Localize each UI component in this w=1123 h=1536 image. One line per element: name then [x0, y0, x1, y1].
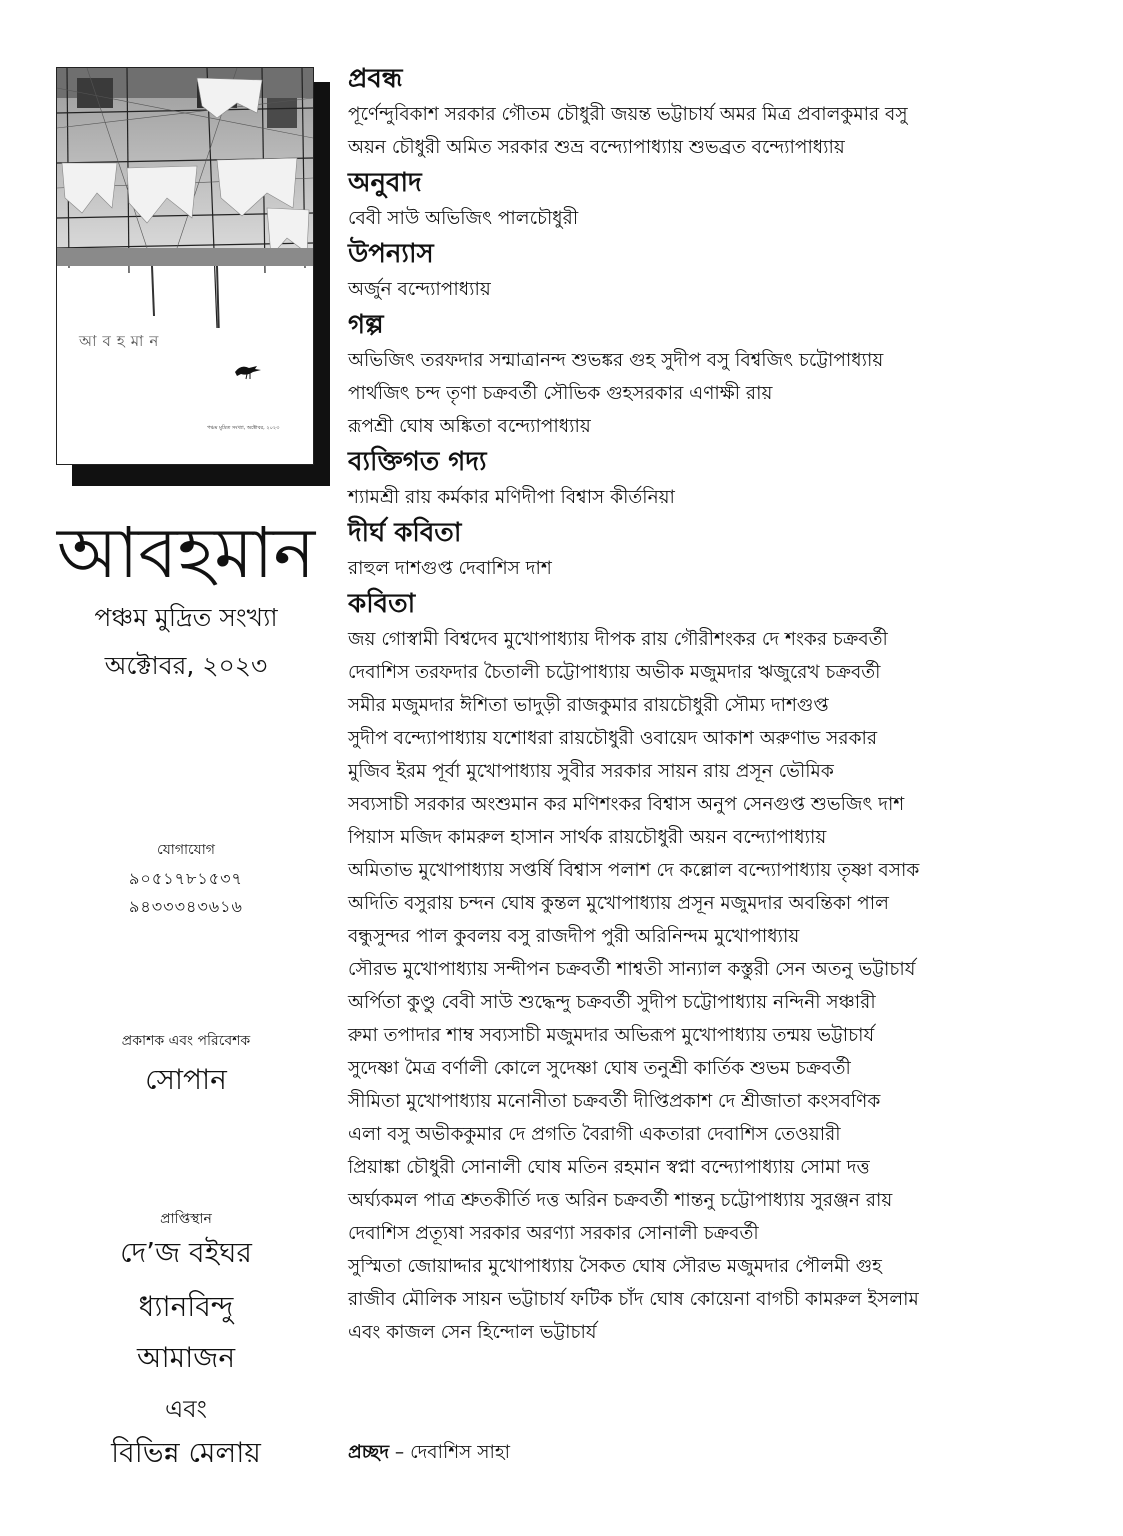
author-line: পার্থজিৎ চন্দ তৃণা চক্রবর্তী সৌভিক গুহসরকার এণাক্ষী রায়	[348, 383, 773, 404]
author-line: বন্ধুসুন্দর পাল কুবলয় বসু রাজদীপ পুরী অরিনিন্দম মুখোপাধ্যায়	[348, 926, 800, 947]
author-line: রূপশ্রী ঘোষ অঙ্কিতা বন্দ্যোপাধ্যায়	[348, 416, 591, 437]
cover-credit-separator: –	[389, 1442, 411, 1463]
author-line: অর্ঘ্যকমল পাত্র শ্রুতকীর্তি দত্ত অরিন চক্রবর্তী শান্তনু চট্টোপাধ্যায় সুরঞ্জন রায়	[348, 1190, 893, 1211]
author-line: এলা বসু অভীককুমার দে প্রগতি বৈরাগী একতারা দেবাশিস তেওয়ারী	[348, 1124, 841, 1145]
cover-credit-name: দেবাশিস সাহা	[410, 1442, 510, 1463]
author-line: জয় গোস্বামী বিশ্বদেব মুখোপাধ্যায় দীপক রায় গৌরীশংকর দে শংকর চক্রবর্তী	[348, 629, 888, 650]
phone-number: ৯৪৩৩৩৪৩৬১৬	[129, 897, 243, 916]
publisher-name: সোপান	[145, 1063, 227, 1096]
book-cover	[56, 67, 314, 465]
author-line: সুদেষ্ণা মৈত্র বর্ণালী কোলে সুদেষ্ণা ঘোষ তনুশ্রী কার্তিক শুভম চক্রবর্তী	[348, 1058, 851, 1079]
author-line: অর্জুন বন্দ্যোপাধ্যায়	[348, 279, 491, 300]
author-line: প্রিয়াঙ্কা চৌধুরী সোনালী ঘোষ মতিন রহমান স্বপ্না বন্দ্যোপাধ্যায় সোমা দত্ত	[348, 1157, 870, 1178]
availability-label: প্রাপ্তিস্থান	[160, 1211, 212, 1227]
phone-number: ৯০৫১৭৮১৫৩৭	[129, 869, 243, 888]
author-line: দেবাশিস তরফদার চৈতালী চট্টোপাধ্যায় অভীক মজুমদার ঋজুরেখ চক্রবর্তী	[348, 662, 881, 683]
author-line: মুজিব ইরম পূর্বা মুখোপাধ্যায় সুবীর সরকার সায়ন রায় প্রসূন ভৌমিক	[348, 761, 834, 782]
outlet-item: বিভিন্ন মেলায়	[111, 1436, 261, 1469]
author-line: সুদীপ বন্দ্যোপাধ্যায় যশোধরা রায়চৌধুরী ওবায়েদ আকাশ অরুণাভ সরকার	[348, 728, 878, 749]
cover-subline: পঞ্চম মুদ্রিত সংখ্যা, অক্টোবর, ২০২৩	[207, 425, 280, 431]
author-line: সব্যসাচী সরকার অংশুমান কর মণিশংকর বিশ্বাস অনুপ সেনগুপ্ত শুভজিৎ দাশ	[348, 794, 905, 815]
author-line: সমীর মজুমদার ঈশিতা ভাদুড়ী রাজকুমার রায়চৌধুরী সৌম্য দাশগুপ্ত	[348, 695, 829, 716]
outlet-item: দে’জ বইঘর	[120, 1236, 252, 1269]
cover-photo	[57, 68, 313, 328]
contents-list	[348, 60, 1098, 1349]
issue-date: অক্টোবর, ২০২৩	[104, 651, 268, 680]
author-line: এবং কাজল সেন হিন্দোল ভট্টাচার্য	[348, 1322, 597, 1343]
author-line: দেবাশিস প্রত্যূষা সরকার অরণ্যা সরকার সোনালী চক্রবর্তী	[348, 1223, 759, 1244]
author-line: পিয়াস মজিদ কামরুল হাসান সার্থক রায়চৌধুরী অয়ন বন্দ্যোপাধ্যায়	[348, 827, 827, 848]
author-line: অমিতাভ মুখোপাধ্যায় সপ্তর্ষি বিশ্বাস পলাশ দে কল্লোল বন্দ্যোপাধ্যায় তৃষ্ণা বসাক	[348, 860, 920, 881]
publisher-label: প্রকাশক এবং পরিবেশক	[121, 1033, 251, 1049]
section-heading: গল্প	[348, 310, 384, 340]
author-line: সৌরভ মুখোপাধ্যায় সন্দীপন চক্রবর্তী শাশ্বতী সান্যাল কস্তুরী সেন অতনু ভট্টাচার্য	[348, 959, 916, 980]
issue-name: পঞ্চম মুদ্রিত সংখ্যা	[94, 603, 278, 632]
section-heading: প্রবন্ধ	[348, 64, 403, 94]
section-heading: দীর্ঘ কবিতা	[348, 518, 462, 548]
author-line: শ্যামশ্রী রায় কর্মকার মণিদীপা বিশ্বাস কীর্তনিয়া	[348, 487, 675, 508]
author-line: রুমা তপাদার শাম্ব সব্যসাচী মজুমদার অভিরূপ মুখোপাধ্যায় তন্ময় ভট্টাচার্য	[348, 1025, 875, 1046]
author-line: রাজীব মৌলিক সায়ন ভট্টাচার্য ফটিক চাঁদ ঘোষ কোয়েনা বাগচী কামরুল ইসলাম	[348, 1289, 919, 1310]
author-line: অয়ন চৌধুরী অমিত সরকার শুভ্র বন্দ্যোপাধ্যায় শুভব্রত বন্দ্যোপাধ্যায়	[348, 137, 845, 158]
outlet-and: এবং	[165, 1395, 207, 1423]
author-line: সীমিতা মুখোপাধ্যায় মনোনীতা চক্রবর্তী দীপ্তিপ্রকাশ দে শ্রীজাতা কংসবণিক	[348, 1091, 881, 1112]
outlet-item: আমাজন	[136, 1341, 236, 1374]
author-line: সুস্মিতা জোয়াদ্দার মুখোপাধ্যায় সৈকত ঘোষ সৌরভ মজুমদার পৌলমী গুহ	[348, 1256, 882, 1277]
author-line: অদিতি বসুরায় চন্দন ঘোষ কুন্তল মুখোপাধ্যায় প্রসূন মজুমদার অবন্তিকা পাল	[348, 893, 889, 914]
outlet-item: ধ্যানবিন্দু	[138, 1290, 234, 1323]
section-heading: অনুবাদ	[348, 168, 422, 198]
section-heading: ব্যক্তিগত গদ্য	[348, 447, 487, 477]
cover-credit	[348, 1436, 510, 1469]
cover-credit-label: প্রচ্ছদ	[348, 1442, 390, 1463]
section-heading: কবিতা	[348, 589, 416, 619]
cover-title: আবহমান	[79, 332, 165, 350]
author-line: অর্পিতা কুণ্ডু বেবী সাউ শুদ্ধেন্দু চক্রবর্তী সুদীপ চট্টোপাধ্যায় নন্দিনী সঞ্চারী	[348, 992, 876, 1013]
author-line: রাহুল দাশগুপ্ত দেবাশিস দাশ	[348, 558, 552, 579]
section-heading: উপন্যাস	[348, 239, 434, 269]
author-line: অভিজিৎ তরফদার সন্মাত্রানন্দ শুভঙ্কর গুহ সুদীপ বসু বিশ্বজিৎ চট্টোপাধ্যায়	[348, 350, 884, 371]
contact-label: যোগাযোগ	[157, 842, 215, 858]
author-line: বেবী সাউ অভিজিৎ পালচৌধুরী	[348, 208, 579, 229]
crow-icon	[233, 360, 263, 380]
magazine-title: আবহমান	[56, 512, 316, 594]
author-line: পূর্ণেন্দুবিকাশ সরকার গৌতম চৌধুরী জয়ন্ত ভট্টাচার্য অমর মিত্র প্রবালকুমার বসু	[348, 104, 908, 125]
